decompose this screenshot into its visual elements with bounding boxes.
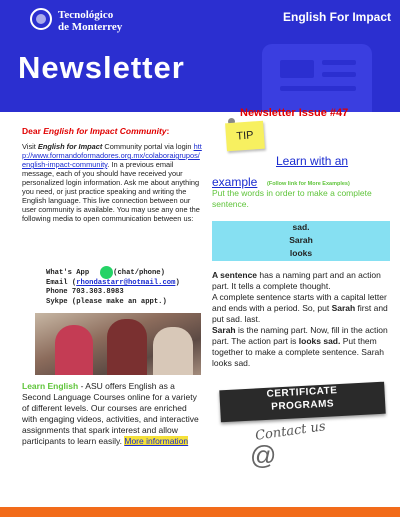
institution-name-line2: de Monterrey — [58, 21, 123, 33]
greeting-suffix: : — [166, 126, 170, 136]
explanation-bold: A sentence — [212, 270, 258, 280]
word-item: looks — [289, 248, 313, 258]
explanation-text: has a naming part and an action part. It tells a complete thought. — [212, 270, 381, 291]
explanation-text: is the naming part. Now, fill in the action part. The action part is — [212, 325, 388, 346]
greeting-prefix: Dear — [22, 126, 44, 136]
certificate-line: CERTIFICATE — [266, 385, 338, 400]
contact-phone: Phone 703.303.8983 — [46, 288, 124, 296]
learn-english-paragraph — [22, 381, 202, 447]
intro-rest: . In a previous email message, each of you should have received your personalized login information. Ask me about anything you need, or just practice speaking and writing the English language. This live connection between our user community is available. You may use any one the following media to open communication between us: — [22, 160, 200, 223]
issue-number: Newsletter Issue #47 — [240, 107, 349, 119]
newsletter-title: Newsletter — [18, 50, 185, 85]
more-information-link[interactable]: More information — [124, 436, 189, 446]
sentence-explanation — [212, 270, 392, 369]
intro-program-name: English for Impact — [37, 142, 103, 151]
intro-visit: Visit — [22, 142, 38, 151]
exercise-instructions: Put the words in order to make a complete sentence. — [212, 188, 372, 209]
students-photo — [35, 313, 201, 375]
contact-whatsapp — [46, 269, 216, 279]
explanation-bold: Sarah — [212, 325, 236, 335]
at-sign-icon: @ — [250, 440, 277, 470]
explanation-line — [212, 292, 392, 325]
email-label: Email — [46, 278, 68, 287]
example-link[interactable]: example — [212, 175, 258, 189]
newspaper-graphic — [262, 44, 372, 112]
community-portal-link[interactable]: http://www.formandoformadores.org.mx/colaboraigrupos/english-impact-community — [22, 142, 202, 169]
learn-with-example-link[interactable]: Learn with an — [276, 154, 349, 168]
contact-email: Email (rhondastarr@hotmail.com) — [46, 278, 180, 287]
word-item: sad. — [292, 222, 310, 232]
explanation-line — [212, 270, 392, 292]
explanation-bold: looks sad. — [298, 336, 341, 346]
learn-english-body: - ASU offers English as a Second Language Courses online for a variety of different levels. Our courses are enriched with engaging videos, activities, and interactive assignments that spark interest and allow participants to learn easily. — [22, 381, 199, 446]
explanation-text: first and put sad. last. — [212, 303, 388, 324]
explanation-text: A complete sentence starts with a capital letter and ends with a period. So, put — [212, 292, 387, 313]
whatsapp-note: (chat/phone) — [113, 269, 165, 277]
tip-sticky-note: TIP — [225, 121, 265, 152]
contact-list — [46, 269, 216, 307]
certificate-programs-banner — [219, 382, 385, 423]
follow-link-note: (Follow link for More Examples) — [267, 181, 350, 187]
word-box — [212, 221, 390, 261]
greeting-name: English for Impact Community — [43, 126, 167, 136]
institution-name — [58, 9, 178, 33]
contact-us-text: Contact us — [254, 419, 327, 444]
contact-skype: Sykpe (please make an appt.) — [46, 297, 167, 306]
newsletter-header — [0, 0, 400, 112]
program-title: English For Impact — [282, 10, 391, 24]
institution-name-line1: Tecnológico — [58, 9, 114, 21]
greeting — [22, 126, 202, 136]
learn-english-lead: Learn English — [22, 381, 79, 391]
explanation-text: Put them together to make a complete sentence. Sarah looks sad. — [212, 336, 384, 368]
tec-logo-icon — [30, 8, 52, 30]
word-item: Sarah — [289, 235, 313, 245]
intro-paragraph — [22, 142, 202, 223]
whatsapp-label: What's App — [46, 269, 90, 277]
footer-bar — [0, 507, 400, 517]
email-link[interactable]: rhondastarr@hotmail.com — [76, 278, 176, 287]
explanation-line — [212, 325, 392, 369]
programs-line: PROGRAMS — [270, 398, 335, 413]
intro-portal: Community portal via login — [102, 142, 192, 151]
explanation-bold: Sarah — [331, 303, 356, 313]
